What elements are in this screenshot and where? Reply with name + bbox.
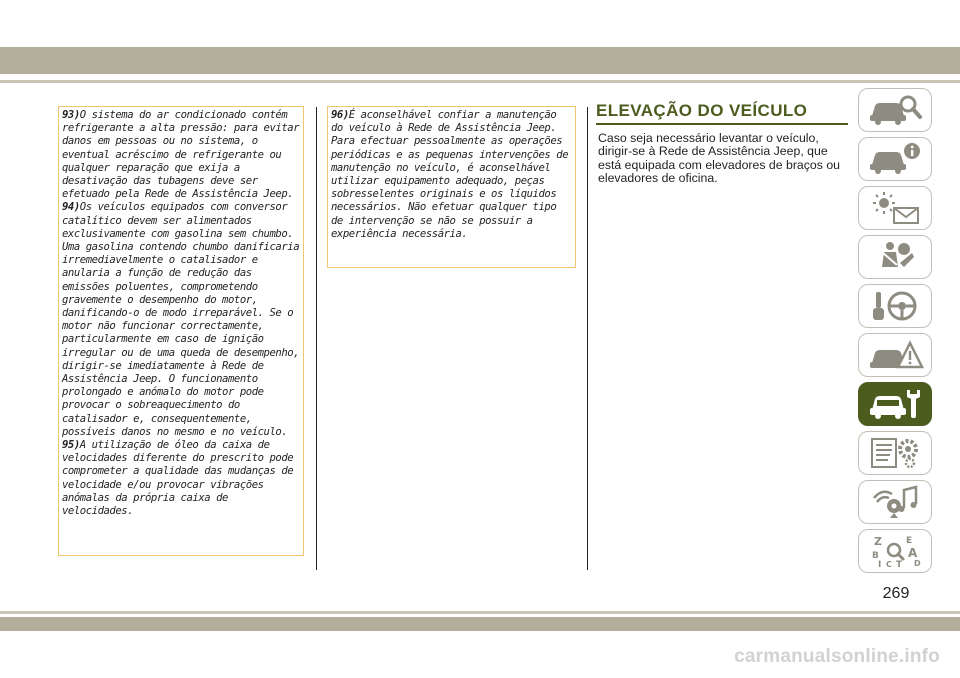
- chapter-tabs: [858, 88, 932, 578]
- note-96: [331, 109, 573, 241]
- section-title: ELEVAÇÃO DO VEÍCULO: [596, 101, 808, 120]
- notes-box-middle: [327, 106, 576, 268]
- note-95: [62, 439, 301, 518]
- technical-data-gear-icon: [866, 435, 924, 471]
- note-number: 93): [62, 109, 80, 121]
- note-text: A utilização de óleo da caixa de velocidades diferente do prescrito pode comprometer a qualidade das mudanças de velocidade e/ou provocar vibrações anómalas da própria caixa de velocidades.: [62, 439, 294, 518]
- footer-band: [0, 617, 960, 631]
- header-band: [0, 47, 960, 74]
- svg-text:A: A: [908, 546, 918, 560]
- chapter-tab-emergency[interactable]: [858, 333, 932, 377]
- warning-light-message-icon: [866, 190, 924, 226]
- chapter-tab-car-info[interactable]: [858, 137, 932, 181]
- svg-text:C: C: [886, 560, 892, 569]
- multimedia-icon: [866, 484, 924, 520]
- car-emergency-icon: [866, 337, 924, 373]
- car-info-icon: [866, 141, 924, 177]
- car-search-icon: [866, 92, 924, 128]
- note-number: 96): [331, 109, 349, 121]
- alphabetical-index-icon: [866, 533, 924, 569]
- header-rule: [0, 80, 960, 83]
- chapter-tab-starting-driving[interactable]: [858, 284, 932, 328]
- page-number: 269: [882, 585, 910, 602]
- chapter-tab-servicing-maintenance[interactable]: [858, 382, 932, 426]
- note-number: 94): [62, 201, 80, 214]
- svg-text:T: T: [896, 560, 903, 569]
- chapter-tab-safety[interactable]: [858, 235, 932, 279]
- svg-text:E: E: [906, 536, 913, 546]
- column-divider: [587, 107, 588, 570]
- section-title-rule: [596, 123, 848, 125]
- note-94: [62, 201, 301, 439]
- note-text: O sistema do ar condicionado contém refrigerante a alta pressão: para evitar danos em pessoas ou no sistema, o eventual acréscimo de refrigerante ou qualquer reparação que exija a desativação das tubagens deve ser efetuado pela Rede de Assistência Jeep.: [62, 109, 300, 201]
- chapter-tab-warning-lights[interactable]: [858, 186, 932, 230]
- note-text: Os veículos equipados com conversor catalítico devem ser alimentados exclusivamente com gasolina sem chumbo. Uma gasolina contendo chumbo danificaria irremediavelmente o catalisador e anularia a função de redução das emissões poluentes, comprometendo gravemente o desempenho do motor, danificando-o de modo irreparável. Se o motor não funcionar correctamente, particularmente em caso de ignição irregular ou de uma queda de desempenho, dirigir-se imediatamente à Rede de Assistência Jeep. O funcionamento prolongado e anómalo do motor pode provocar o sobreaquecimento do catalisador e, consequentemente, possíveis danos no mesmo e no veículo.: [62, 201, 300, 438]
- note-text: É aconselhável confiar a manutenção do veículo à Rede de Assistência Jeep. Para efectuar pessoalmente as operações periódicas e as pequenas intervenções de manutenção no veículo, é aconselhável utilizar equipamento adequado, peças sobresselentes originais e os líquidos necessários. Não efetuar qualquer tipo de intervenção se não se possuir a experiência necessária.: [331, 109, 569, 240]
- seat-belt-airbag-icon: [866, 239, 924, 275]
- svg-text:I: I: [878, 560, 882, 569]
- chapter-tab-car-search[interactable]: [858, 88, 932, 132]
- car-wrench-icon: [866, 386, 924, 422]
- chapter-tab-technical-data[interactable]: [858, 431, 932, 475]
- note-number: 95): [62, 439, 80, 452]
- watermark: carmanualsonline.info: [734, 646, 940, 667]
- section-body: Caso seja necessário levantar o veículo, dirigir-se à Rede de Assistência Jeep, que está equipada com elevadores de braços ou elevadores de oficina.: [598, 131, 840, 186]
- key-steering-wheel-icon: [866, 288, 924, 324]
- column-divider: [316, 107, 317, 570]
- footer-rule: [0, 611, 960, 614]
- svg-text:Z: Z: [874, 535, 882, 548]
- svg-text:B: B: [872, 551, 879, 561]
- chapter-tab-index[interactable]: [858, 529, 932, 573]
- svg-text:D: D: [914, 559, 921, 568]
- chapter-tab-multimedia[interactable]: [858, 480, 932, 524]
- notes-box-left: [58, 106, 304, 556]
- note-93: [62, 109, 301, 201]
